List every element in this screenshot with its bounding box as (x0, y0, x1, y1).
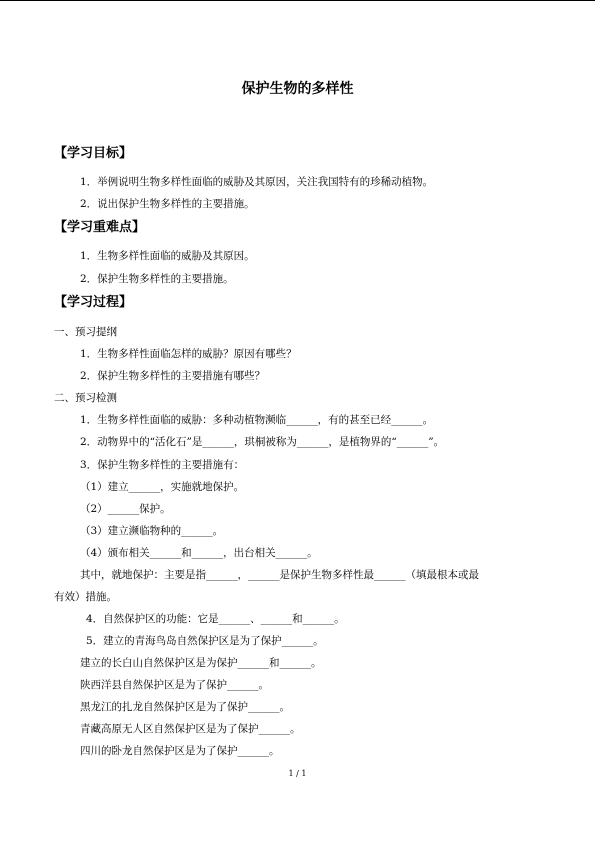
goal-item-1: 1．举例说明生物多样性面临的威胁及其原因，关注我国特有的珍稀动植物。 (80, 176, 434, 188)
reserve-line-qingzang: 青藏高原无人区自然保护区是为了保护______。 (80, 723, 301, 735)
reserve-line-changbaishan: 建立的长白山自然保护区是为保护______和______。 (80, 657, 322, 669)
check-item-5: 5．建立的青海鸟岛自然保护区是为了保护______。 (86, 635, 324, 647)
outline-item-1: 1．生物多样性面临怎样的威胁？原因有哪些？ (80, 348, 297, 360)
reserve-line-wolong: 四川的卧龙自然保护区是为了保护______。 (80, 745, 280, 757)
check-item-3-1: （1）建立______，实施就地保护。 (80, 481, 245, 493)
reserve-line-yangxian: 陕西洋县自然保护区是为了保护______。 (80, 679, 269, 691)
goal-item-2: 2．说出保护生物多样性的主要措施。 (80, 198, 255, 210)
key-point-item-1: 1．生物多样性面临的威胁及其原因。 (80, 250, 255, 262)
process-heading: 【学习过程】 (54, 295, 133, 310)
check-paragraph-line-2: 有效）措施。 (54, 591, 117, 603)
page-number: 1 / 1 (288, 769, 307, 778)
preview-outline-heading: 一、预习提纲 (54, 326, 117, 338)
key-points-heading: 【学习重难点】 (54, 220, 146, 235)
check-item-3-4: （4）颁布相关______和______，出台相关______。 (80, 547, 318, 559)
check-item-1: 1．生物多样性面临的威胁：多种动植物濒临______，有的甚至已经______。 (80, 414, 434, 426)
check-paragraph-line-1: 其中，就地保护：主要是指______，______是保护生物多样性最______（填最根本或最 (80, 569, 479, 581)
page-title: 保护生物的多样性 (241, 81, 354, 97)
outline-item-2: 2．保护生物多样性的主要措施有哪些？ (80, 370, 266, 382)
check-item-3-2: （2）______保护。 (80, 503, 171, 515)
check-item-2: 2．动物界中的“活化石”是______，珙桐被称为______，是植物界的“______”。 (80, 436, 445, 448)
reserve-line-zhalong: 黑龙江的扎龙自然保护区是为了保护______。 (80, 701, 290, 713)
goals-heading: 【学习目标】 (54, 146, 133, 161)
preview-check-heading: 二、预习检测 (54, 392, 117, 404)
check-item-4: 4．自然保护区的功能：它是______、______和______。 (86, 613, 345, 625)
check-item-3-3: （3）建立濒临物种的______。 (80, 525, 224, 537)
check-item-3: 3．保护生物多样性的主要措施有： (80, 459, 245, 471)
key-point-item-2: 2．保护生物多样性的主要措施。 (80, 273, 234, 285)
